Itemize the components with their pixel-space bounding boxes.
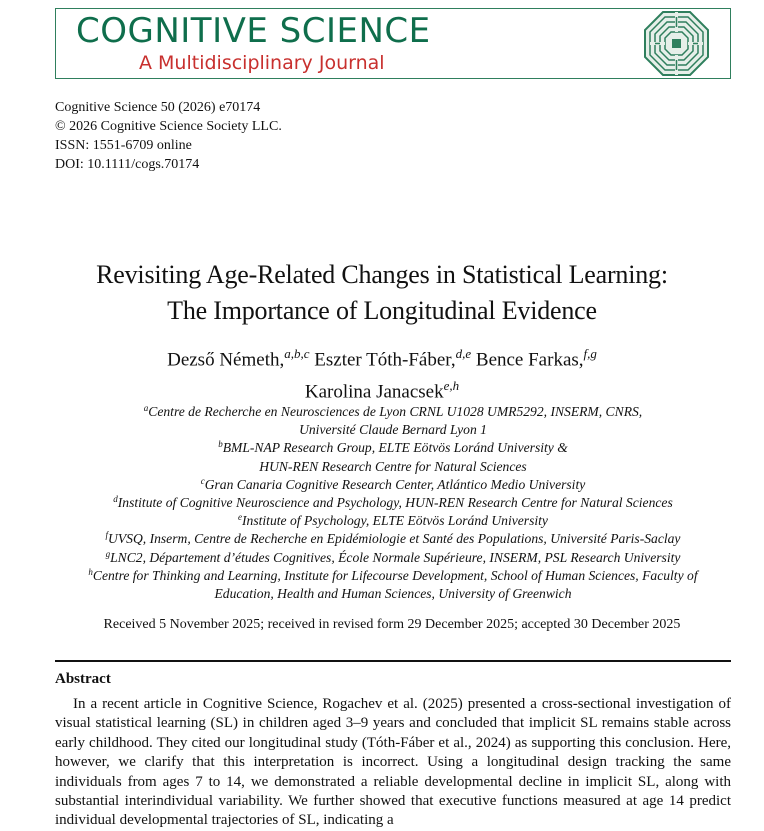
abstract-body: In a recent article in Cognitive Science, Rogachev et al. (2025) presented a cross-sectional investigation of visual statistical learning (SL) in children aged 3–9 years and concluded that implicit SL remains stable across early childhood. They cited our longitudinal study (Tóth-Fáber et al., 2024) as supporting this conclusion. Here, however, we clarify that this interpretation is incorrect. Using a longitudinal design tracking the same individuals from ages 7 to 14, we demonstrated a reliable developmental decline in implicit SL, along with substantial interindividual variability. We further showed that executive functions measured at age 14 predict individual developmental trajectories of SL, indicating a [55,696,731,829]
author-list [0,341,764,406]
abstract-heading: Abstract [55,671,111,687]
article-title [0,257,764,329]
affiliation-d: $^d$Institute of Cognitive Neuroscience and Psychology, HUN-REN Research Centre for Natural Sciences [113,494,673,511]
affiliations [40,403,746,603]
author-name: Bence Farkas, [475,349,584,371]
author-affiliation-marks: d,e [455,346,472,361]
issn: ISSN: 1551-6709 online [55,138,192,153]
affiliation-g: $^g$LNC2, Département d’études Cognitives, École Normale Supérieure, INSERM, PSL Research University [105,548,681,565]
title-line-1: Revisiting Age-Related Changes in Statistical Learning: [96,260,668,289]
section-divider [55,660,731,662]
author-affiliation-marks: a,b,c [284,346,310,361]
affiliation-b: $^b$BML-NAP Research Group, ELTE Eötvös Loránd University & [218,439,568,456]
affiliation-a-cont: Université Claude Bernard Lyon 1 [299,422,487,438]
affiliation-a: $^a$Centre de Recherche en Neurosciences de Lyon CRNL U1028 UMR5292, INSERM, CNRS, [143,403,643,419]
affiliation-b-cont: HUN-REN Research Centre for Natural Sciences [259,458,527,474]
author-name: Eszter Tóth-Fáber, [314,349,456,371]
affiliation-f: $^f$UVSQ, Inserm, Centre de Recherche en Epidémiologie et Santé des Populations, Université Paris-Saclay [105,530,681,547]
citation: Cognitive Science 50 (2026) e70174 [55,100,261,115]
author-name: Dezső Németh, [167,349,285,371]
copyright: © 2026 Cognitive Science Society LLC. [55,119,282,134]
publication-meta [55,98,282,174]
affiliation-h-cont: Education, Health and Human Sciences, University of Greenwich [214,586,572,602]
author-affiliation-marks: e,h [443,378,460,394]
doi: DOI: 10.1111/cogs.70174 [55,157,200,172]
author-name: Karolina Janacsek [304,381,444,403]
received-dates: Received 5 November 2025; received in revised form 29 December 2025; accepted 30 December 2025 [103,617,681,632]
affiliation-e: $^e$Institute of Psychology, ELTE Eötvös Loránd University [238,512,548,529]
affiliation-c: $^c$Gran Canaria Cognitive Research Center, Atlántico Medio University [200,475,586,492]
journal-subtitle: A Multidisciplinary Journal [139,52,385,74]
journal-banner [55,8,731,79]
journal-title: COGNITIVE SCIENCE [76,11,431,51]
author-affiliation-marks: f,g [583,346,597,361]
title-line-2: The Importance of Longitudinal Evidence [167,296,597,325]
labyrinth-logo-icon [644,11,709,76]
affiliation-h: $^h$Centre for Thinking and Learning, Institute for Lifecourse Development, School of Human Sciences, Faculty of [88,566,698,583]
